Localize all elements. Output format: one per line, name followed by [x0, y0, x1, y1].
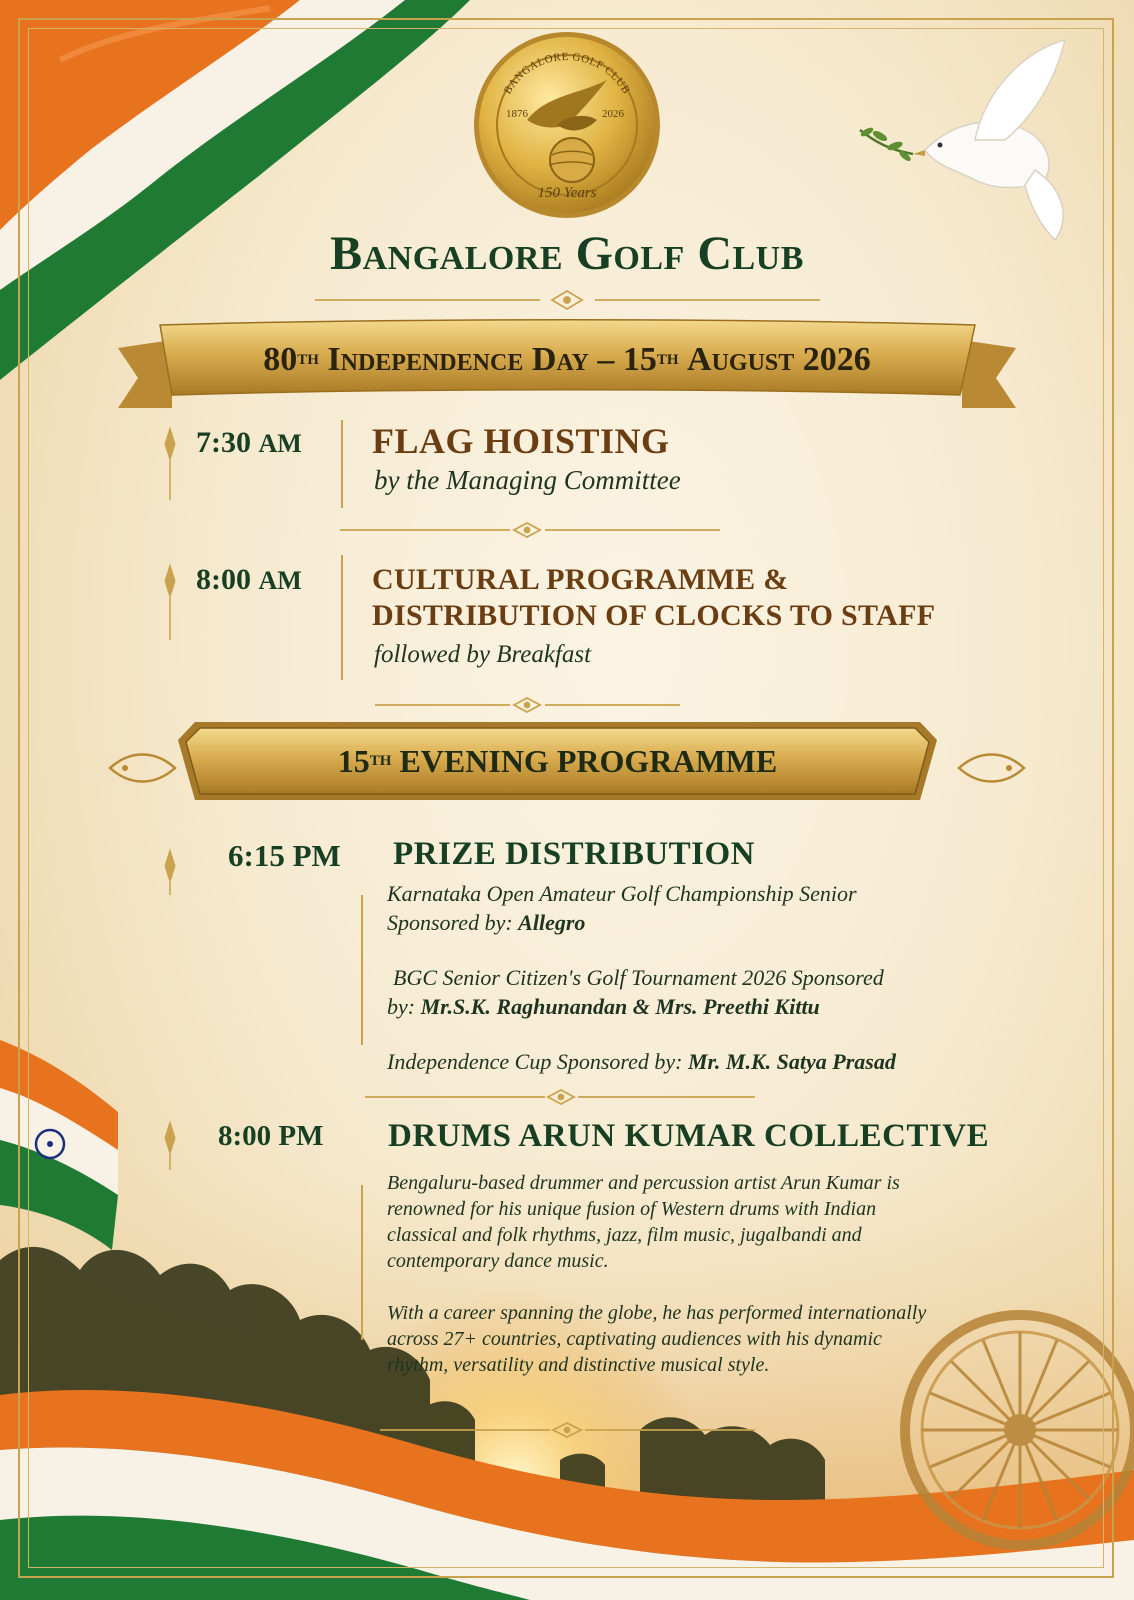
- prize-item1-sponsor: Allegro: [518, 910, 586, 935]
- time-value: 7:30: [196, 426, 251, 459]
- prize-item1-label: Sponsored by:: [387, 910, 513, 935]
- drums-p2-line: rhythm, versatility and distinctive musical style.: [387, 1354, 770, 1376]
- drums-p1-line: Bengaluru-based drummer and percussion artist Arun Kumar is: [387, 1172, 900, 1194]
- drums-p2-line: across 27+ countries, captivating audiences with his dynamic: [387, 1328, 882, 1350]
- cultural-title-line2: DISTRIBUTION OF CLOCKS TO STAFF: [372, 599, 936, 632]
- drums-p1-line: classical and folk rhythms, jazz, film music, jugalbandi and: [387, 1224, 862, 1246]
- drums-title: DRUMS ARUN KUMAR COLLECTIVE: [388, 1118, 990, 1154]
- prize-item2-line1: BGC Senior Citizen's Golf Tournament 2026 Sponsored: [393, 965, 884, 990]
- independence-day-banner: [172, 325, 962, 395]
- evening-programme-banner: [200, 728, 915, 794]
- drums-p1-line: contemporary dance music.: [387, 1250, 609, 1272]
- cultural-programme-time: [196, 563, 302, 597]
- prize-distribution-title: PRIZE DISTRIBUTION: [393, 836, 756, 872]
- banner-prefix: 80: [263, 341, 298, 378]
- flag-hoisting-title: FLAG HOISTING: [372, 421, 670, 461]
- prize-item2-sponsor: Mr.S.K. Raghunandan & Mrs. Preethi Kittu: [420, 994, 820, 1019]
- cultural-programme-subtitle: followed by Breakfast: [374, 641, 592, 668]
- time-ampm: AM: [258, 566, 302, 595]
- drums-p1-line: renowned for his unique fusion of Western drums with Indian: [387, 1198, 877, 1220]
- prize-item-independence-cup: [387, 1047, 896, 1076]
- time-value: 8:00: [196, 563, 251, 596]
- club-logo: [474, 32, 660, 218]
- prize-item2-label: by:: [387, 994, 416, 1019]
- prize-item3-sponsor: Mr. M.K. Satya Prasad: [688, 1049, 896, 1074]
- prize-item3-label: Independence Cup Sponsored by:: [387, 1049, 683, 1074]
- logo-ring-text: BANGALORE GOLF CLUB: [501, 50, 633, 97]
- time-ampm: AM: [258, 429, 302, 458]
- evening-prefix-sup: TH: [369, 752, 392, 769]
- prize-item1-line1: Karnataka Open Amateur Golf Championship Senior: [387, 881, 857, 906]
- drums-p2-line: With a career spanning the globe, he has performed internationally: [387, 1302, 927, 1324]
- ashoka-chakra: [905, 1315, 1134, 1545]
- cultural-title-line1: CULTURAL PROGRAMME &: [372, 563, 789, 596]
- prize-item-bgc-senior: [387, 963, 884, 1021]
- prize-distribution-time: 6:15 PM: [228, 838, 341, 873]
- banner-middle-sup: TH: [656, 351, 679, 368]
- svg-text:BANGALORE GOLF CLUB: [502, 51, 633, 96]
- flag-hoisting-subtitle: by the Managing Committee: [374, 465, 681, 495]
- drums-bio-paragraph2: [387, 1300, 926, 1378]
- banner-middle: Independence Day – 15: [327, 341, 657, 378]
- evening-text: EVENING PROGRAMME: [399, 742, 778, 779]
- club-name-heading: Bangalore Golf Club: [330, 227, 804, 280]
- evening-prefix: 15: [337, 742, 370, 779]
- banner-prefix-sup: TH: [297, 351, 319, 368]
- dove-illustration: [859, 40, 1065, 240]
- drums-time: 8:00 PM: [218, 1120, 324, 1152]
- cultural-programme-title: [372, 562, 935, 634]
- logo-year-right: 2026: [602, 108, 624, 120]
- banner-suffix: August 2026: [687, 341, 871, 378]
- banner-title: [172, 325, 962, 395]
- drums-bio-paragraph1: [387, 1170, 900, 1274]
- prize-item-karnataka: [387, 879, 857, 937]
- logo-year-left: 1876: [506, 108, 528, 120]
- logo-years-label: 150 Years: [537, 185, 597, 201]
- flag-hoisting-time: [196, 426, 302, 460]
